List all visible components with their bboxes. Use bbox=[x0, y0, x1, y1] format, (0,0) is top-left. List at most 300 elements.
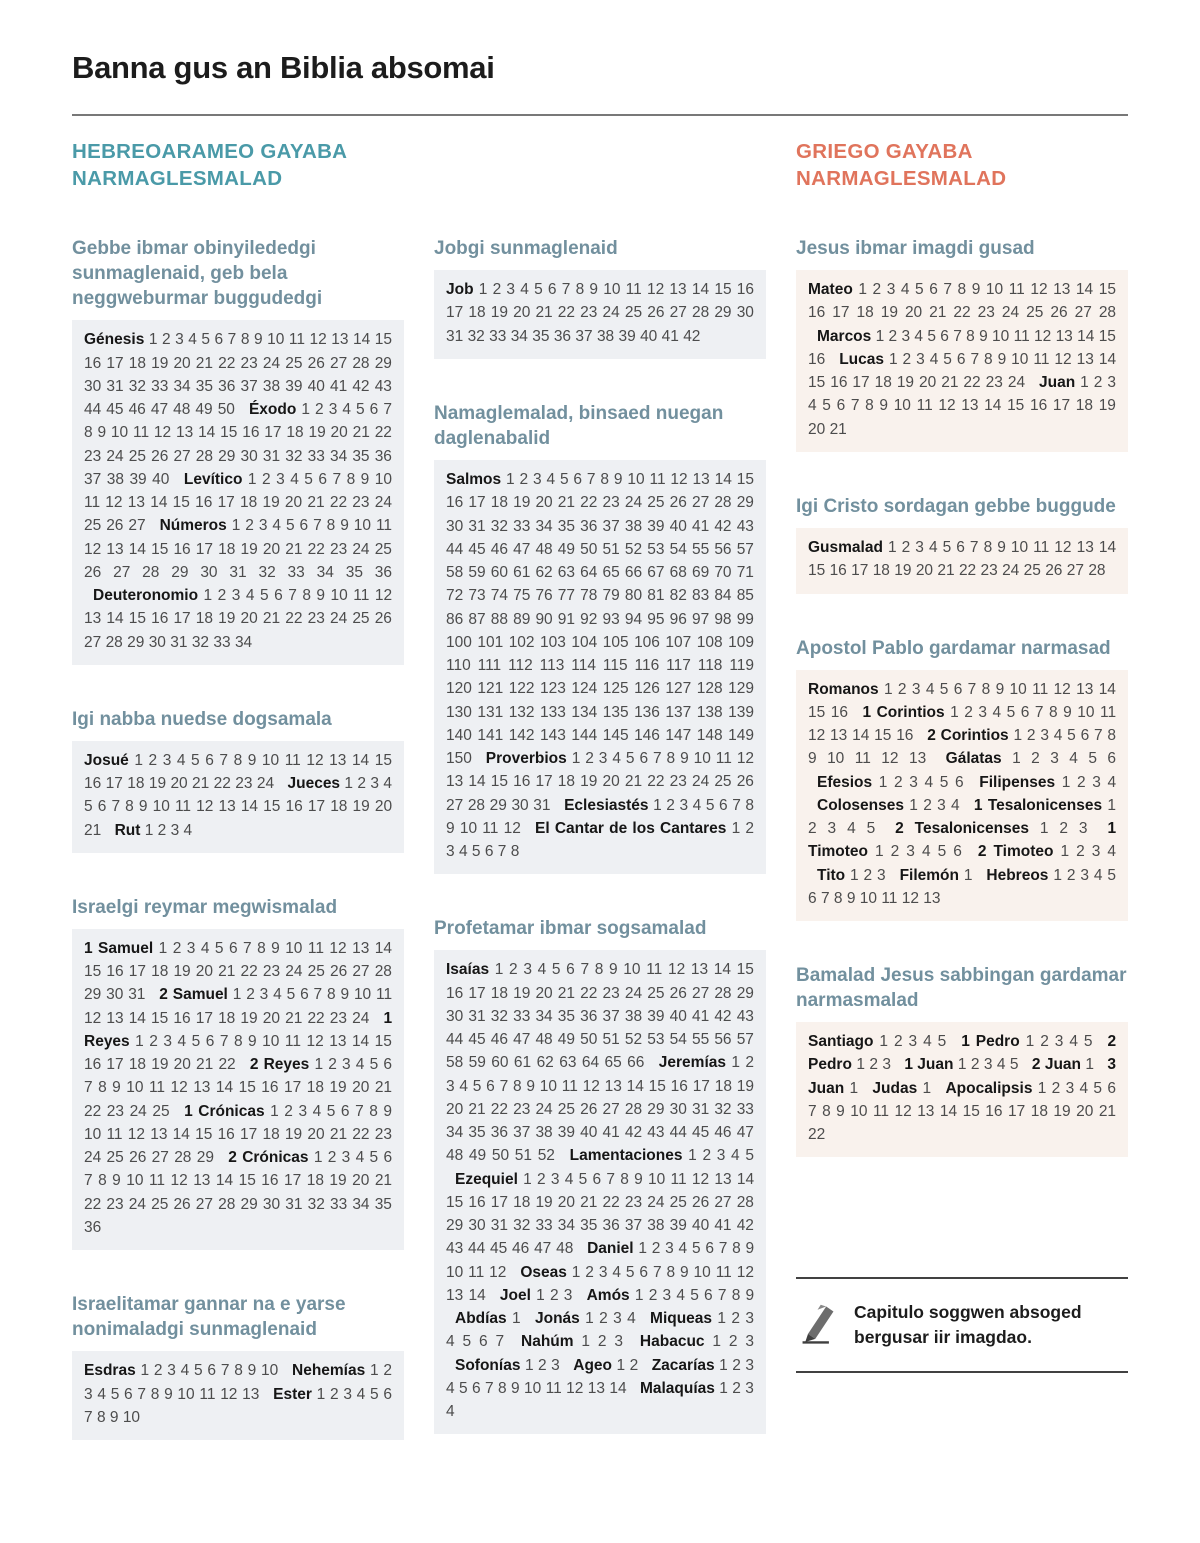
chapter-number[interactable]: 21 bbox=[1098, 1102, 1117, 1120]
chapter-number[interactable]: 7 bbox=[288, 587, 297, 605]
chapter-number[interactable]: 32 bbox=[714, 1100, 732, 1118]
chapter-number[interactable]: 2 bbox=[153, 1362, 163, 1380]
chapter-number[interactable]: 23 bbox=[352, 494, 370, 512]
chapter-number[interactable]: 67 bbox=[647, 564, 665, 582]
chapter-number[interactable]: 58 bbox=[446, 564, 464, 582]
chapter-number[interactable]: 1 bbox=[731, 1054, 741, 1072]
chapter-number[interactable]: 8 bbox=[125, 798, 134, 816]
chapter-number[interactable]: 19 bbox=[736, 1077, 754, 1095]
chapter-number[interactable]: 1 bbox=[524, 1356, 534, 1374]
chapter-number[interactable]: 24 bbox=[106, 447, 124, 465]
chapter-number[interactable]: 4 bbox=[356, 1385, 366, 1403]
chapter-number[interactable]: 21 bbox=[196, 1056, 214, 1074]
chapter-number[interactable]: 25 bbox=[307, 963, 325, 981]
chapter-number[interactable]: 69 bbox=[691, 564, 710, 582]
chapter-number[interactable]: 56 bbox=[714, 1031, 732, 1049]
chapter-number[interactable]: 20 bbox=[262, 1009, 280, 1027]
chapter-number[interactable]: 19 bbox=[308, 424, 326, 442]
chapter-number[interactable]: 22 bbox=[490, 1100, 508, 1118]
chapter-number[interactable]: 20 bbox=[352, 1079, 370, 1097]
chapter-number[interactable]: 13 bbox=[193, 1079, 211, 1097]
chapter-number[interactable]: 14 bbox=[1098, 680, 1116, 698]
chapter-number[interactable]: 29 bbox=[446, 1217, 464, 1235]
chapter-number[interactable]: 1 bbox=[879, 1033, 889, 1051]
chapter-number[interactable]: 12 bbox=[566, 1379, 584, 1397]
chapter-number[interactable]: 93 bbox=[602, 610, 620, 628]
chapter-number[interactable]: 17 bbox=[1008, 1102, 1026, 1120]
chapter-number[interactable]: 11 bbox=[132, 424, 150, 442]
chapter-number[interactable]: 24 bbox=[535, 1100, 553, 1118]
chapter-number[interactable]: 5 bbox=[559, 471, 569, 489]
chapter-number[interactable]: 146 bbox=[634, 726, 660, 744]
chapter-number[interactable]: 6 bbox=[383, 1056, 392, 1074]
chapter-number[interactable]: 115 bbox=[602, 657, 628, 675]
chapter-number[interactable]: 3 bbox=[167, 1362, 176, 1380]
chapter-number[interactable]: 14 bbox=[128, 1009, 146, 1027]
chapter-number[interactable]: 6 bbox=[547, 281, 557, 299]
chapter-number[interactable]: 23 bbox=[602, 494, 620, 512]
chapter-number[interactable]: 142 bbox=[508, 726, 535, 744]
chapter-number[interactable]: 13 bbox=[1076, 680, 1094, 698]
chapter-number[interactable]: 49 bbox=[195, 401, 213, 419]
chapter-number[interactable]: 8 bbox=[1107, 727, 1117, 745]
chapter-number[interactable]: 16 bbox=[151, 610, 169, 628]
chapter-number[interactable]: 33 bbox=[489, 327, 507, 345]
chapter-number[interactable]: 14 bbox=[468, 773, 486, 791]
chapter-number[interactable]: 17 bbox=[852, 374, 870, 392]
chapter-number[interactable]: 119 bbox=[729, 657, 755, 675]
chapter-number[interactable]: 6 bbox=[383, 1149, 393, 1167]
chapter-number[interactable]: 27 bbox=[1066, 562, 1084, 580]
chapter-number[interactable]: 3 bbox=[1078, 820, 1088, 838]
book-name[interactable]: Levítico bbox=[183, 470, 243, 488]
chapter-number[interactable]: 6 bbox=[956, 350, 966, 368]
chapter-number[interactable]: 41 bbox=[602, 1124, 620, 1142]
chapter-number[interactable]: 10 bbox=[459, 819, 478, 837]
chapter-number[interactable]: 3 bbox=[665, 1240, 674, 1258]
chapter-number[interactable]: 45 bbox=[490, 1240, 508, 1258]
chapter-number[interactable]: 1 bbox=[134, 751, 143, 769]
chapter-number[interactable]: 25 bbox=[557, 1100, 576, 1118]
chapter-number[interactable]: 5 bbox=[304, 470, 313, 488]
chapter-number[interactable]: 8 bbox=[233, 1032, 243, 1050]
chapter-number[interactable]: 5 bbox=[927, 327, 936, 345]
chapter-number[interactable]: 3 bbox=[341, 1149, 351, 1167]
chapter-number[interactable]: 34 bbox=[535, 517, 553, 535]
chapter-number[interactable]: 66 bbox=[627, 1054, 645, 1072]
chapter-number[interactable]: 8 bbox=[98, 1172, 107, 1190]
chapter-number[interactable]: 2 bbox=[890, 843, 900, 861]
chapter-number[interactable]: 6 bbox=[207, 1362, 217, 1380]
chapter-number[interactable]: 20 bbox=[307, 1125, 325, 1143]
chapter-number[interactable]: 14 bbox=[215, 1172, 234, 1190]
chapter-number[interactable]: 6 bbox=[318, 470, 328, 488]
chapter-number[interactable]: 2 bbox=[246, 986, 255, 1004]
chapter-number[interactable]: 5 bbox=[942, 539, 952, 556]
chapter-number[interactable]: 28 bbox=[105, 633, 123, 651]
chapter-number[interactable]: 3 bbox=[231, 587, 241, 605]
chapter-number[interactable]: 1 bbox=[712, 1333, 722, 1351]
chapter-number[interactable]: 4 bbox=[272, 517, 281, 535]
chapter-number[interactable]: 5 bbox=[1093, 1079, 1103, 1097]
chapter-number[interactable]: 19 bbox=[513, 494, 531, 512]
chapter-number[interactable]: 10 bbox=[893, 397, 911, 415]
chapter-number[interactable]: 2 bbox=[327, 1149, 337, 1167]
chapter-number[interactable]: 19 bbox=[894, 562, 912, 580]
chapter-number[interactable]: 32 bbox=[513, 1217, 531, 1235]
chapter-number[interactable]: 36 bbox=[580, 1007, 598, 1025]
chapter-number[interactable]: 7 bbox=[84, 1172, 93, 1190]
chapter-number[interactable]: 16 bbox=[1029, 397, 1048, 415]
chapter-number[interactable]: 31 bbox=[229, 563, 247, 581]
chapter-number[interactable]: 3 bbox=[911, 680, 921, 698]
chapter-number[interactable]: 3 bbox=[906, 843, 915, 861]
chapter-number[interactable]: 16 bbox=[830, 703, 848, 721]
chapter-number[interactable]: 5 bbox=[369, 1149, 379, 1167]
chapter-number[interactable]: 1 bbox=[858, 281, 867, 299]
chapter-number[interactable]: 112 bbox=[508, 657, 533, 675]
chapter-number[interactable]: 1 bbox=[140, 1362, 150, 1380]
chapter-number[interactable]: 32 bbox=[307, 1195, 325, 1213]
chapter-number[interactable]: 29 bbox=[736, 494, 754, 512]
chapter-number[interactable]: 16 bbox=[261, 1172, 279, 1190]
chapter-number[interactable]: 11 bbox=[715, 1263, 732, 1281]
chapter-number[interactable]: 7 bbox=[718, 1240, 728, 1258]
chapter-number[interactable]: 15 bbox=[84, 963, 102, 981]
chapter-number[interactable]: 11 bbox=[625, 281, 642, 299]
chapter-number[interactable]: 2 bbox=[509, 961, 518, 979]
chapter-number[interactable]: 3 bbox=[613, 1310, 622, 1328]
book-name[interactable]: 1 Juan bbox=[904, 1056, 954, 1074]
chapter-number[interactable]: 39 bbox=[618, 327, 636, 345]
chapter-number[interactable]: 14 bbox=[215, 1079, 234, 1097]
chapter-number[interactable]: 3 bbox=[745, 1356, 754, 1374]
chapter-number[interactable]: 2 bbox=[217, 587, 227, 605]
chapter-number[interactable]: 41 bbox=[691, 517, 710, 535]
chapter-number[interactable]: 12 bbox=[170, 1172, 188, 1190]
chapter-number[interactable]: 13 bbox=[242, 1385, 260, 1403]
chapter-number[interactable]: 104 bbox=[571, 633, 598, 651]
chapter-number[interactable]: 2 bbox=[149, 1032, 158, 1050]
chapter-number[interactable]: 7 bbox=[652, 750, 662, 768]
chapter-number[interactable]: 5 bbox=[84, 798, 93, 816]
chapter-number[interactable]: 17 bbox=[173, 610, 191, 628]
chapter-number[interactable]: 15 bbox=[446, 1193, 464, 1211]
chapter-number[interactable]: 6 bbox=[472, 1379, 481, 1397]
chapter-number[interactable]: 70 bbox=[714, 564, 732, 582]
chapter-number[interactable]: 20 bbox=[915, 562, 934, 580]
chapter-number[interactable]: 25 bbox=[84, 517, 102, 535]
chapter-number[interactable]: 14 bbox=[691, 281, 710, 299]
chapter-number[interactable]: 12 bbox=[220, 1385, 238, 1403]
chapter-number[interactable]: 12 bbox=[196, 798, 214, 816]
chapter-number[interactable]: 5 bbox=[462, 1333, 472, 1351]
chapter-number[interactable]: 21 bbox=[262, 610, 281, 628]
chapter-number[interactable]: 5 bbox=[472, 1077, 482, 1095]
chapter-number[interactable]: 19 bbox=[352, 798, 370, 816]
chapter-number[interactable]: 18 bbox=[874, 374, 892, 392]
book-name[interactable]: 3 Juan bbox=[808, 1056, 1117, 1097]
chapter-number[interactable]: 3 bbox=[1050, 750, 1059, 768]
chapter-number[interactable]: 2 bbox=[728, 1333, 738, 1351]
book-name[interactable]: 1 Crónicas bbox=[184, 1102, 265, 1120]
chapter-number[interactable]: 11 bbox=[482, 819, 499, 837]
chapter-number[interactable]: 6 bbox=[639, 1263, 649, 1281]
chapter-number[interactable]: 25 bbox=[128, 447, 146, 465]
chapter-number[interactable]: 27 bbox=[195, 1195, 214, 1213]
chapter-number[interactable]: 4 bbox=[1069, 1033, 1078, 1051]
chapter-number[interactable]: 18 bbox=[128, 1056, 147, 1074]
chapter-number[interactable]: 12 bbox=[170, 1079, 188, 1097]
book-name[interactable]: Nahúm bbox=[521, 1333, 574, 1351]
chapter-number[interactable]: 5 bbox=[551, 961, 561, 979]
chapter-number[interactable]: 11 bbox=[148, 1079, 166, 1097]
chapter-number[interactable]: 38 bbox=[535, 1124, 553, 1142]
chapter-number[interactable]: 110 bbox=[446, 657, 471, 675]
chapter-number[interactable]: 21 bbox=[580, 1193, 598, 1211]
chapter-number[interactable]: 6 bbox=[97, 798, 107, 816]
chapter-number[interactable]: 77 bbox=[557, 587, 576, 605]
chapter-number[interactable]: 1 bbox=[135, 1032, 144, 1050]
book-name[interactable]: Nehemías bbox=[292, 1362, 366, 1380]
chapter-number[interactable]: 10 bbox=[122, 1408, 141, 1426]
chapter-number[interactable]: 17 bbox=[692, 1077, 710, 1095]
chapter-number[interactable]: 58 bbox=[446, 1054, 464, 1072]
chapter-number[interactable]: 123 bbox=[540, 680, 566, 698]
chapter-number[interactable]: 54 bbox=[669, 1031, 687, 1049]
chapter-number[interactable]: 6 bbox=[274, 587, 283, 605]
chapter-number[interactable]: 22 bbox=[953, 304, 971, 322]
chapter-number[interactable]: 30 bbox=[446, 1007, 464, 1025]
chapter-number[interactable]: 11 bbox=[646, 961, 663, 979]
chapter-number[interactable]: 45 bbox=[106, 401, 124, 419]
chapter-number[interactable]: 9 bbox=[112, 1079, 121, 1097]
chapter-number[interactable]: 3 bbox=[886, 281, 896, 299]
chapter-number[interactable]: 11 bbox=[881, 889, 898, 907]
chapter-number[interactable]: 31 bbox=[128, 986, 146, 1004]
chapter-number[interactable]: 19 bbox=[240, 540, 258, 558]
chapter-number[interactable]: 94 bbox=[624, 610, 643, 628]
chapter-number[interactable]: 20 bbox=[352, 1172, 370, 1190]
chapter-number[interactable]: 43 bbox=[374, 377, 392, 395]
chapter-number[interactable]: 6 bbox=[299, 517, 309, 535]
chapter-number[interactable]: 1 bbox=[1039, 820, 1049, 838]
chapter-number[interactable]: 8 bbox=[745, 796, 755, 814]
chapter-number[interactable]: 19 bbox=[329, 1172, 347, 1190]
book-name[interactable]: Joel bbox=[499, 1286, 531, 1304]
chapter-number[interactable]: 11 bbox=[561, 1077, 578, 1095]
chapter-number[interactable]: 73 bbox=[468, 587, 486, 605]
chapter-number[interactable]: 95 bbox=[647, 610, 665, 628]
chapter-number[interactable]: 50 bbox=[491, 1147, 510, 1165]
chapter-number[interactable]: 8 bbox=[865, 397, 874, 415]
chapter-number[interactable]: 4 bbox=[731, 1147, 740, 1165]
chapter-number[interactable]: 108 bbox=[696, 633, 723, 651]
chapter-number[interactable]: 3 bbox=[901, 327, 911, 345]
chapter-number[interactable]: 7 bbox=[495, 1333, 505, 1351]
book-name[interactable]: Santiago bbox=[808, 1033, 874, 1051]
chapter-number[interactable]: 2 bbox=[651, 1240, 661, 1258]
chapter-number[interactable]: 14 bbox=[172, 1125, 190, 1143]
chapter-number[interactable]: 8 bbox=[510, 843, 520, 861]
chapter-number[interactable]: 39 bbox=[669, 1217, 687, 1235]
chapter-number[interactable]: 1 bbox=[856, 1056, 865, 1074]
chapter-number[interactable]: 5 bbox=[705, 796, 715, 814]
chapter-number[interactable]: 16 bbox=[468, 1193, 486, 1211]
chapter-number[interactable]: 25 bbox=[647, 984, 665, 1002]
chapter-number[interactable]: 139 bbox=[728, 703, 754, 721]
chapter-number[interactable]: 7 bbox=[313, 986, 323, 1004]
chapter-number[interactable]: 3 bbox=[983, 1056, 993, 1074]
chapter-number[interactable]: 20 bbox=[1076, 1102, 1094, 1120]
chapter-number[interactable]: 1 bbox=[849, 1079, 859, 1097]
chapter-number[interactable]: 21 bbox=[285, 540, 303, 558]
chapter-number[interactable]: 19 bbox=[490, 304, 508, 322]
book-name[interactable]: Efesios bbox=[817, 773, 873, 791]
book-name[interactable]: 2 Samuel bbox=[159, 986, 228, 1004]
chapter-number[interactable]: 15 bbox=[263, 798, 281, 816]
chapter-number[interactable]: 10 bbox=[524, 1379, 542, 1397]
chapter-number[interactable]: 17 bbox=[468, 984, 486, 1002]
chapter-number[interactable]: 62 bbox=[535, 564, 553, 582]
chapter-number[interactable]: 8 bbox=[84, 424, 93, 442]
chapter-number[interactable]: 9 bbox=[138, 798, 148, 816]
chapter-number[interactable]: 35 bbox=[468, 1124, 486, 1142]
chapter-number[interactable]: 7 bbox=[1034, 703, 1044, 721]
chapter-number[interactable]: 29 bbox=[84, 986, 102, 1004]
chapter-number[interactable]: 1 bbox=[1085, 1056, 1095, 1074]
chapter-number[interactable]: 76 bbox=[535, 587, 553, 605]
chapter-number[interactable]: 4 bbox=[900, 281, 910, 299]
chapter-number[interactable]: 3 bbox=[163, 1032, 173, 1050]
chapter-number[interactable]: 35 bbox=[195, 377, 214, 395]
chapter-number[interactable]: 34 bbox=[352, 1195, 370, 1213]
chapter-number[interactable]: 52 bbox=[624, 1031, 643, 1049]
chapter-number[interactable]: 5 bbox=[578, 1170, 588, 1188]
chapter-number[interactable]: 35 bbox=[557, 517, 576, 535]
chapter-number[interactable]: 3 bbox=[662, 1286, 672, 1304]
book-name[interactable]: Éxodo bbox=[248, 401, 297, 419]
book-name[interactable]: Habacuc bbox=[639, 1333, 705, 1351]
chapter-number[interactable]: 18 bbox=[714, 1077, 732, 1095]
book-name[interactable]: Abdías bbox=[455, 1310, 507, 1328]
chapter-number[interactable]: 86 bbox=[446, 610, 464, 628]
chapter-number[interactable]: 5 bbox=[1088, 750, 1097, 768]
chapter-number[interactable]: 13 bbox=[1076, 350, 1094, 368]
chapter-number[interactable]: 7 bbox=[606, 1170, 616, 1188]
chapter-number[interactable]: 4 bbox=[996, 1056, 1006, 1074]
chapter-number[interactable]: 14 bbox=[198, 424, 216, 442]
chapter-number[interactable]: 6 bbox=[1080, 727, 1090, 745]
chapter-number[interactable]: 1 bbox=[313, 1149, 323, 1167]
chapter-number[interactable]: 10 bbox=[648, 1170, 666, 1188]
chapter-number[interactable]: 33 bbox=[307, 447, 325, 465]
chapter-number[interactable]: 23 bbox=[307, 610, 325, 628]
chapter-number[interactable]: 18 bbox=[127, 775, 145, 793]
chapter-number[interactable]: 88 bbox=[490, 610, 508, 628]
chapter-number[interactable]: 17 bbox=[284, 1172, 302, 1190]
chapter-number[interactable]: 27 bbox=[1074, 304, 1092, 322]
chapter-number[interactable]: 13 bbox=[150, 1125, 168, 1143]
chapter-number[interactable]: 37 bbox=[84, 470, 102, 488]
chapter-number[interactable]: 6 bbox=[639, 750, 649, 768]
chapter-number[interactable]: 18 bbox=[128, 354, 146, 372]
chapter-number[interactable]: 19 bbox=[240, 1009, 258, 1027]
chapter-number[interactable]: 13 bbox=[587, 1379, 605, 1397]
chapter-number[interactable]: 8 bbox=[240, 331, 250, 349]
chapter-number[interactable]: 19 bbox=[173, 963, 191, 981]
chapter-number[interactable]: 3 bbox=[1040, 727, 1049, 745]
chapter-number[interactable]: 34 bbox=[173, 377, 191, 395]
chapter-number[interactable]: 124 bbox=[571, 680, 598, 698]
chapter-number[interactable]: 60 bbox=[490, 564, 508, 582]
chapter-number[interactable]: 6 bbox=[704, 1286, 713, 1304]
chapter-number[interactable]: 11 bbox=[670, 1170, 687, 1188]
chapter-number[interactable]: 26 bbox=[151, 447, 169, 465]
chapter-number[interactable]: 26 bbox=[106, 517, 124, 535]
chapter-number[interactable]: 12 bbox=[1030, 281, 1048, 299]
chapter-number[interactable]: 1 bbox=[688, 1147, 697, 1165]
chapter-number[interactable]: 5 bbox=[937, 843, 947, 861]
chapter-number[interactable]: 18 bbox=[218, 1009, 236, 1027]
chapter-number[interactable]: 102 bbox=[508, 633, 535, 651]
chapter-number[interactable]: 4 bbox=[383, 775, 392, 793]
chapter-number[interactable]: 6 bbox=[1107, 750, 1117, 768]
chapter-number[interactable]: 4 bbox=[928, 539, 938, 556]
chapter-number[interactable]: 22 bbox=[329, 494, 348, 512]
chapter-number[interactable]: 26 bbox=[580, 1100, 598, 1118]
chapter-number[interactable]: 17 bbox=[106, 1056, 124, 1074]
chapter-number[interactable]: 51 bbox=[514, 1147, 533, 1165]
chapter-number[interactable]: 11 bbox=[376, 986, 393, 1004]
chapter-number[interactable]: 113 bbox=[539, 657, 565, 675]
chapter-number[interactable]: 74 bbox=[490, 587, 508, 605]
chapter-number[interactable]: 1 bbox=[887, 539, 897, 556]
chapter-number[interactable]: 16 bbox=[106, 963, 124, 981]
chapter-number[interactable]: 29 bbox=[171, 563, 189, 581]
chapter-number[interactable]: 41 bbox=[661, 327, 679, 345]
chapter-number[interactable]: 24 bbox=[329, 610, 348, 628]
chapter-number[interactable]: 22 bbox=[374, 424, 392, 442]
chapter-number[interactable]: 8 bbox=[594, 961, 604, 979]
chapter-number[interactable]: 14 bbox=[736, 1170, 755, 1188]
chapter-number[interactable]: 14 bbox=[240, 798, 259, 816]
chapter-number[interactable]: 12 bbox=[153, 424, 172, 442]
chapter-number[interactable]: 9 bbox=[971, 281, 981, 299]
chapter-number[interactable]: 10 bbox=[693, 1263, 711, 1281]
chapter-number[interactable]: 2 bbox=[731, 1310, 740, 1328]
chapter-number[interactable]: 3 bbox=[523, 961, 532, 979]
chapter-number[interactable]: 9 bbox=[808, 750, 817, 768]
chapter-number[interactable]: 1 bbox=[523, 1170, 532, 1188]
chapter-number[interactable]: 2 bbox=[808, 820, 817, 838]
chapter-number[interactable]: 1 bbox=[878, 773, 888, 791]
chapter-number[interactable]: 32 bbox=[285, 447, 303, 465]
chapter-number[interactable]: 47 bbox=[534, 1240, 552, 1258]
chapter-number[interactable]: 6 bbox=[124, 1385, 133, 1403]
chapter-number[interactable]: 5 bbox=[370, 1385, 379, 1403]
chapter-number[interactable]: 16 bbox=[808, 350, 826, 368]
chapter-number[interactable]: 16 bbox=[285, 798, 303, 816]
chapter-number[interactable]: 2 bbox=[1076, 843, 1085, 861]
chapter-number[interactable]: 12 bbox=[881, 750, 899, 768]
chapter-number[interactable]: 37 bbox=[513, 1124, 531, 1142]
chapter-number[interactable]: 5 bbox=[369, 1056, 379, 1074]
chapter-number[interactable]: 109 bbox=[728, 633, 754, 651]
chapter-number[interactable]: 1 bbox=[883, 680, 893, 698]
chapter-number[interactable]: 25 bbox=[352, 610, 370, 628]
chapter-number[interactable]: 3 bbox=[745, 1310, 754, 1328]
